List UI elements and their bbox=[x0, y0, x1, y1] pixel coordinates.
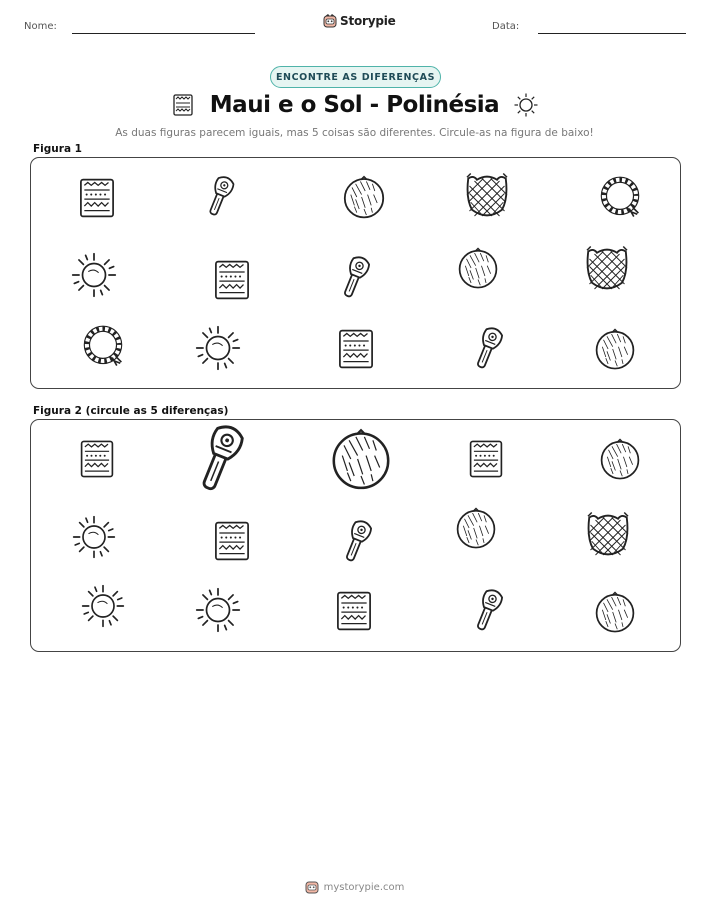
coconut-icon[interactable] bbox=[453, 505, 499, 551]
tapa-cloth-icon[interactable] bbox=[331, 588, 377, 634]
tapa-cloth-icon[interactable] bbox=[464, 437, 508, 481]
activity-badge: ENCONTRE AS DIFERENÇAS bbox=[270, 66, 441, 88]
sun-icon[interactable] bbox=[72, 515, 116, 559]
figure-2-label: Figura 2 (circule as 5 diferenças) bbox=[33, 405, 229, 417]
footer bbox=[0, 880, 709, 894]
tapa-cloth-icon bbox=[170, 92, 196, 118]
tapa-cloth-icon[interactable] bbox=[74, 175, 120, 221]
sun-icon[interactable] bbox=[81, 584, 125, 628]
title-row bbox=[0, 92, 709, 118]
war-club-icon[interactable] bbox=[197, 173, 243, 219]
tapa-cloth-icon[interactable] bbox=[333, 326, 379, 372]
brand-name: Storypie bbox=[340, 14, 396, 28]
page-title: Maui e o Sol - Polinésia bbox=[209, 92, 500, 118]
tapa-cloth-icon[interactable] bbox=[209, 257, 255, 303]
war-club-icon[interactable] bbox=[331, 253, 379, 301]
coconut-icon[interactable] bbox=[455, 245, 501, 291]
war-club-icon[interactable] bbox=[464, 586, 512, 634]
name-line[interactable] bbox=[72, 33, 255, 34]
footer-url: mystorypie.com bbox=[323, 881, 405, 893]
instructions: As duas figuras parecem iguais, mas 5 coisas são diferentes. Circule-as na figura de baixo! bbox=[115, 127, 594, 139]
rope-ring-icon[interactable] bbox=[597, 174, 643, 220]
date-label: Data: bbox=[492, 21, 520, 32]
name-label: Nome: bbox=[24, 21, 57, 32]
coconut-icon[interactable] bbox=[592, 326, 638, 372]
fishing-net-icon[interactable] bbox=[582, 244, 632, 294]
sun-icon[interactable] bbox=[71, 252, 117, 298]
sun-icon[interactable] bbox=[195, 325, 241, 371]
sun-icon bbox=[513, 92, 539, 118]
coconut-icon[interactable] bbox=[340, 173, 388, 221]
tapa-cloth-icon[interactable] bbox=[75, 437, 119, 481]
sun-icon[interactable] bbox=[195, 587, 241, 633]
coconut-icon[interactable] bbox=[592, 589, 638, 635]
fishing-net-icon[interactable] bbox=[583, 510, 633, 560]
war-club-icon[interactable] bbox=[182, 420, 258, 496]
fishing-net-icon[interactable] bbox=[462, 171, 512, 221]
war-club-icon[interactable] bbox=[464, 324, 512, 372]
brand bbox=[323, 14, 396, 28]
figure-1-label: Figura 1 bbox=[33, 143, 82, 155]
storypie-logo-icon bbox=[305, 880, 319, 894]
coconut-icon[interactable] bbox=[327, 425, 395, 493]
date-line[interactable] bbox=[538, 33, 686, 34]
storypie-logo-icon bbox=[323, 14, 337, 28]
war-club-icon[interactable] bbox=[333, 517, 381, 565]
coconut-icon[interactable] bbox=[597, 436, 643, 482]
rope-ring-icon[interactable] bbox=[80, 323, 126, 369]
tapa-cloth-icon[interactable] bbox=[209, 518, 255, 564]
